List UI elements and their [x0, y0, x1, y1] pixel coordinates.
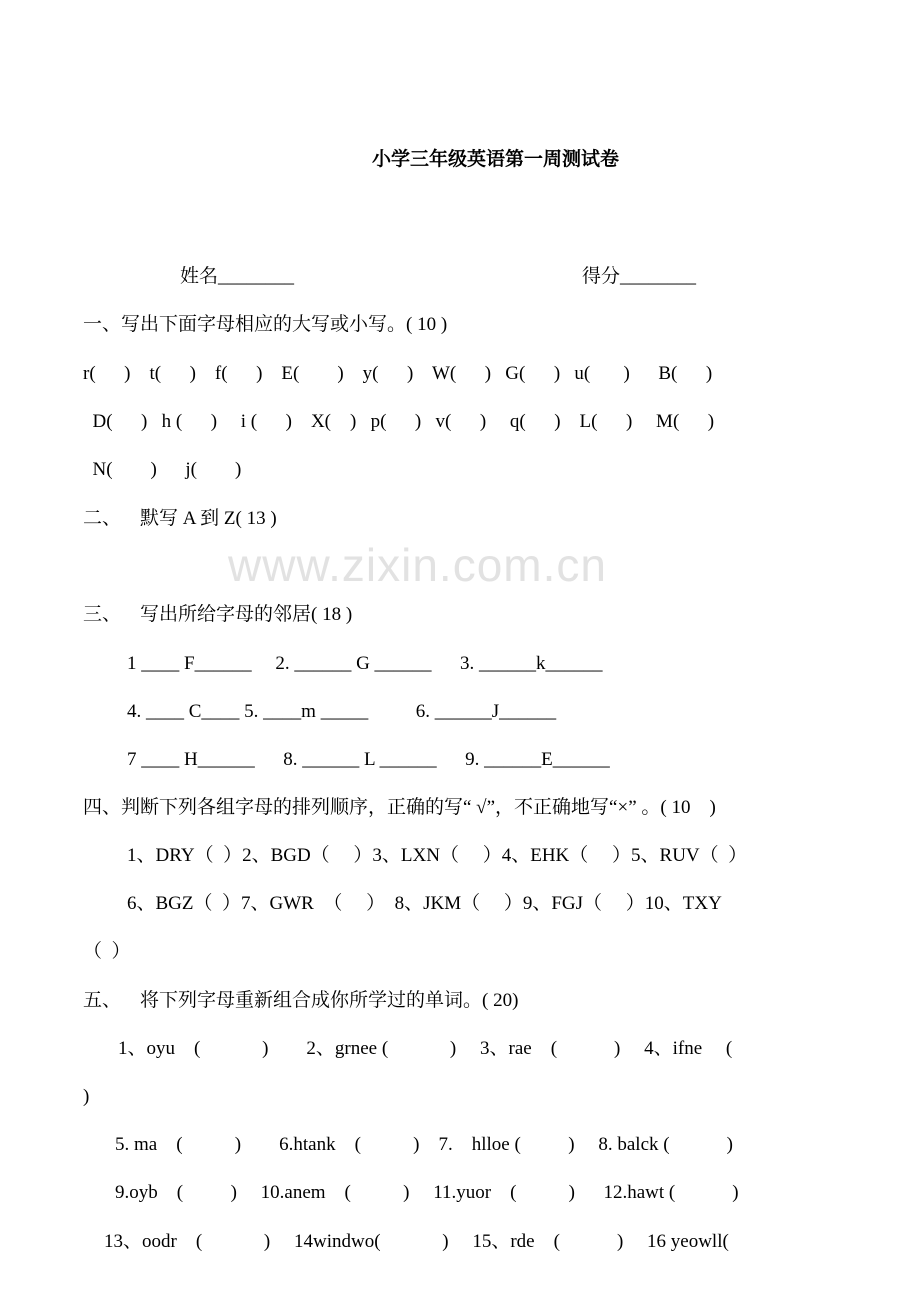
section-2-heading: 二、 默写 A 到 Z( 13 ) — [83, 508, 277, 529]
section-4-line: 1、DRY（ ）2、BGD（ ）3、LXN（ ）4、EHK（ ）5、RUV（ ） — [127, 845, 748, 866]
section-3-line: 7 ____ H______ 8. ______ L ______ 9. ______E______ — [127, 749, 610, 770]
section-5-line: 9.oyb ( ) 10.anem ( ) 11.yuor ( ) 12.hawt ( ) — [115, 1182, 739, 1203]
section-1-line: N( ) j( ) — [83, 459, 242, 480]
section-4-line: 6、BGZ（ ）7、GWR （ ） 8、JKM（ ）9、FGJ（ ）10、TXY — [127, 893, 722, 914]
watermark: www.zixin.com.cn — [228, 539, 607, 591]
section-4-heading: 四、判断下列各组字母的排列顺序，正确的写“ √”，不正确地写“×” 。( 10 ) — [83, 797, 716, 818]
section-5-line: 13、oodr ( ) 14windwo( ) 15、rde ( ) 16 yeowll( — [104, 1231, 729, 1252]
section-5-line: ) — [83, 1086, 90, 1107]
page-title: 小学三年级英语第一周测试卷 — [372, 148, 620, 170]
section-5-line: 5. ma ( ) 6.htank ( ) 7. hlloe ( ) 8. balck ( ) — [115, 1134, 733, 1155]
name-field[interactable]: 姓名________ — [180, 266, 295, 287]
section-3-line: 4. ____ C____ 5. ____m _____ 6. ______J______ — [127, 701, 557, 722]
section-5-line: 1、oyu ( ) 2、grnee ( ) 3、rae ( ) 4、ifne ( — [118, 1038, 733, 1059]
section-5-heading: 五、 将下列字母重新组合成你所学过的单词。( 20) — [83, 990, 519, 1011]
score-field[interactable]: 得分________ — [582, 266, 697, 287]
section-3-heading: 三、 写出所给字母的邻居( 18 ) — [83, 604, 353, 625]
section-1-line: D( ) h ( ) i ( ) X( ) p( ) v( ) q( ) L( ) M( ) — [83, 411, 715, 432]
section-1-heading: 一、写出下面字母相应的大写或小写。( 10 ) — [83, 314, 448, 335]
section-1-line: r( ) t( ) f( ) E( ) y( ) W( ) G( ) u( ) B( ) — [83, 363, 713, 384]
section-4-line: （ ） — [83, 941, 131, 962]
section-3-line: 1 ____ F______ 2. ______ G ______ 3. ______k______ — [127, 653, 603, 674]
